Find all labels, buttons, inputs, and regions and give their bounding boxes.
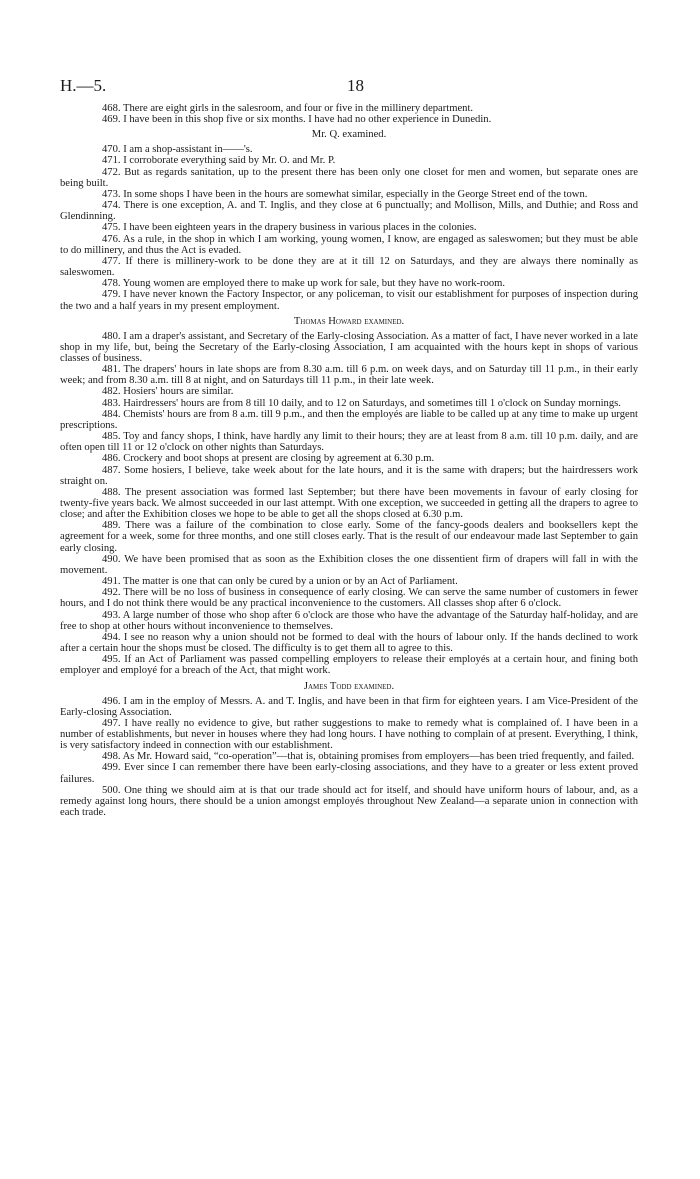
testimony-paragraph: 492. There will be no loss of business in consequence of early closing. We can serve the same number of customers in fewer hours, and I do not think there would be any practical inconvenience to the customers. All classes shop after 6 o'clock.	[60, 587, 638, 610]
testimony-paragraph: 485. Toy and fancy shops, I think, have hardly any limit to their hours; they are at least from 8 a.m. till 10 p.m. daily, and are often open till 11 or 12 o'clock on other nights than Saturdays.	[60, 431, 638, 454]
testimony-paragraph: 500. One thing we should aim at is that our trade should act for itself, and should have uniform hours of labour, and, as a remedy against long hours, there should be a union amongst employés throughout New Zealand—a separate union in connection with each trade.	[60, 784, 638, 819]
testimony-paragraph: 480. I am a draper's assistant, and Secretary of the Early-closing Association. As a matter of fact, I have never worked in a late shop in my life, but, being the Secretary of the Early-closing Association, I am acquainted with the hours kept in shops of various classes of business.	[60, 330, 638, 364]
testimony-paragraph: 468. There are eight girls in the salesroom, and four or five in the millinery department.	[102, 103, 474, 114]
testimony-paragraph: 491. The matter is one that can only be cured by a union or by an Act of Parliament.	[102, 576, 458, 588]
testimony-paragraph: 476. As a rule, in the shop in which I am working, young women, I know, are engaged as saleswomen; but they must be able to do millinery, and thus the Act is evaded.	[60, 233, 638, 256]
testimony-paragraph: 493. A large number of those who shop after 6 o'clock are those who have the advantage of the Saturday half-holiday, and are free to shop at other hours without inconvenience to themselves.	[60, 609, 638, 632]
testimony-paragraph: 498. As Mr. Howard said, “co-operation”—that is, obtaining promises from employers—has been tried frequently, and failed.	[102, 751, 635, 763]
testimony-paragraph: 473. In some shops I have been in the hours are somewhat similar, especially in the George Street end of the town.	[102, 188, 588, 200]
testimony-paragraph: 469. I have been in this shop five or six months. I have had no other experience in Dunedin.	[102, 114, 492, 126]
page-number: 18	[347, 76, 364, 95]
testimony-paragraph: 487. Some hosiers, I believe, take week about for the late hours, and it is the same with drapers; but the hairdressers work straight on.	[60, 464, 638, 487]
testimony-paragraph: 494. I see no reason why a union should not be formed to deal with the hours of labour only. If the hands declined to work after a certain hour the shops must be closed. The difficulty is to get them all to agree to this.	[60, 631, 638, 655]
testimony-paragraph: 471. I corroborate everything said by Mr. O. and Mr. P.	[102, 155, 336, 167]
testimony-paragraph: 495. If an Act of Parliament was passed compelling employers to release their employés at a certain hour, and fining both employer and employé for a breach of the Act, that might work.	[60, 654, 638, 677]
testimony-paragraph: 497. I have really no evidence to give, but rather suggestions to make to remedy what is complained of. I have been in a number of establishments, but never in houses where they had long hours. I have nothing to complain of at present. Everything, I think, is very satisfactory indeed in connection with our establishment.	[60, 717, 638, 752]
testimony-paragraph: 484. Chemists' hours are from 8 a.m. till 9 p.m., and then the employés are liable to be called up at any time to make up urgent prescriptions.	[60, 408, 638, 431]
testimony-paragraph: 489. There was a failure of the combination to close early. Some of the fancy-goods dealers and booksellers kept the agreement for a week, some for three months, and one still closes early. That is the result of our endeavour made last September to gain early closing.	[60, 520, 638, 554]
testimony-paragraph: 475. I have been eighteen years in the drapery business in various places in the colonies.	[102, 222, 477, 234]
witness-heading: Thomas Howard examined.	[293, 315, 405, 327]
testimony-paragraph: 488. The present association was formed last September; but there have been movements in favour of early closing for twenty-five years back. We almost succeeded in our last attempt. With one exception, we succeeded in getting all the drapers to agree to close; and after the Exhibition closes we hope to be able to get all the shops closed at 6.30 p.m.	[60, 486, 638, 521]
document-body	[60, 103, 638, 818]
testimony-paragraph: 478. Young women are employed there to make up work for sale, but they have no work-room.	[102, 278, 506, 290]
testimony-paragraph: 490. We have been promised that as soon as the Exhibition closes the one dissentient firm of drapers will fall in with the movement.	[60, 553, 638, 576]
testimony-paragraph: 477. If there is millinery-work to be done they are at it till 12 on Saturdays, and they are always there nominally as saleswomen.	[60, 255, 638, 279]
witness-heading: James Todd examined.	[303, 680, 395, 692]
testimony-paragraph: 474. There is one exception, A. and T. Inglis, and they close at 6 punctually; and Mollison, Mills, and Duthie; and Ross and Glendinning.	[60, 200, 638, 223]
witness-heading: Mr. Q. examined.	[311, 129, 387, 141]
testimony-paragraph: 479. I have never known the Factory Inspector, or any policeman, to visit our establishment for purposes of inspection during the two and a half years in my present employment.	[60, 289, 638, 312]
document-page	[60, 0, 638, 819]
testimony-paragraph: 486. Crockery and boot shops at present are closing by agreement at 6.30 p.m.	[102, 453, 435, 465]
testimony-paragraph: 472. But as regards sanitation, up to the present there has been only one closet for men and women, but separate ones are being built.	[60, 166, 638, 189]
testimony-paragraph: 470. I am a shop-assistant in——'s.	[102, 144, 253, 156]
testimony-paragraph: 481. The drapers' hours in late shops are from 8.30 a.m. till 6 p.m. on week days, and on Saturday till 11 p.m., in their early week; and from 8.30 a.m. till 8 at night, and on Saturdays till 11 p.m., in their late week.	[60, 364, 638, 387]
page-header	[60, 0, 638, 95]
testimony-paragraph: 496. I am in the employ of Messrs. A. and T. Inglis, and have been in that firm for eighteen years. I am Vice-President of the Early-closing Association.	[60, 695, 638, 718]
testimony-paragraph: 482. Hosiers' hours are similar.	[102, 386, 234, 398]
testimony-paragraph: 499. Ever since I can remember there have been early-closing associations, and they have to a greater or less extent proved failures.	[60, 762, 638, 785]
testimony-paragraph: 483. Hairdressers' hours are from 8 till 10 daily, and to 12 on Saturdays, and sometimes till 1 o'clock on Sunday mornings.	[102, 397, 621, 409]
paper-reference: H.—5.	[60, 76, 107, 95]
